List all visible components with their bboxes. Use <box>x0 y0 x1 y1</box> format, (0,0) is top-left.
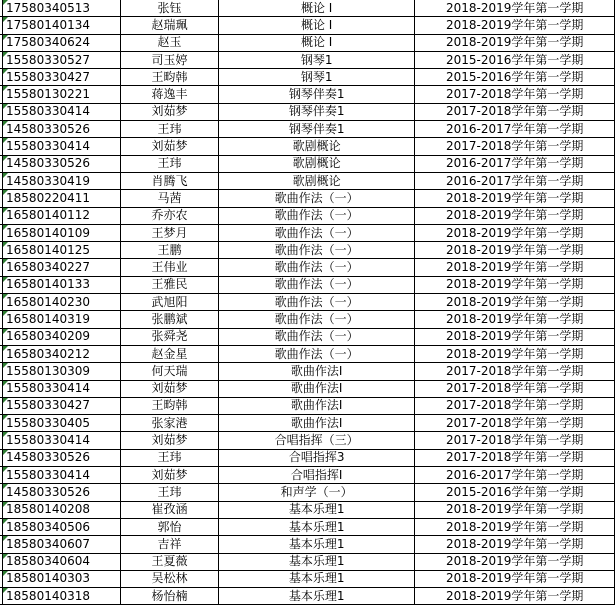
student-id-cell[interactable]: 15580330427 <box>3 69 121 86</box>
student-id-cell[interactable]: 17580140134 <box>3 17 121 34</box>
table-row <box>0 34 615 51</box>
course-name-cell[interactable]: 歌剧概论 <box>218 155 415 172</box>
student-name-cell[interactable]: 杨怡楠 <box>121 588 219 605</box>
student-id-cell[interactable]: 15580330414 <box>3 432 121 449</box>
course-name-cell[interactable]: 基本乐理1 <box>218 588 415 605</box>
student-id-cell[interactable]: 16580140112 <box>3 207 121 224</box>
term-cell[interactable]: 2016-2017学年第一学期 <box>415 172 615 189</box>
student-name-cell[interactable]: 刘茹梦 <box>121 103 219 120</box>
student-name-cell[interactable]: 崔孜涵 <box>121 501 219 518</box>
term-cell[interactable]: 2018-2019学年第一学期 <box>415 190 615 207</box>
course-name-cell[interactable]: 歌曲作法（一） <box>218 345 415 362</box>
term-cell[interactable]: 2018-2019学年第一学期 <box>415 276 615 293</box>
student-name-cell[interactable]: 张舜尧 <box>121 328 219 345</box>
table-row <box>0 207 615 224</box>
term-cell[interactable]: 2018-2019学年第一学期 <box>415 34 615 51</box>
term-cell[interactable]: 2018-2019学年第一学期 <box>415 553 615 570</box>
term-cell[interactable]: 2017-2018学年第一学期 <box>415 432 615 449</box>
student-id-cell[interactable]: 16580340209 <box>3 328 121 345</box>
student-name-cell[interactable]: 马茜 <box>121 190 219 207</box>
student-id-cell[interactable]: 17580340513 <box>3 0 121 17</box>
course-name-cell[interactable]: 歌曲作法（一） <box>218 190 415 207</box>
course-name-cell[interactable]: 歌曲作法（一） <box>218 224 415 241</box>
table-row <box>0 121 615 138</box>
student-name-cell[interactable]: 刘茹梦 <box>121 467 219 484</box>
table-row <box>0 138 615 155</box>
student-id-cell[interactable]: 18580340506 <box>3 518 121 535</box>
course-name-cell[interactable]: 歌剧概论 <box>218 138 415 155</box>
student-name-cell[interactable]: 赵金星 <box>121 345 219 362</box>
table-row <box>0 484 615 501</box>
student-id-cell[interactable]: 15580130309 <box>3 363 121 380</box>
course-name-cell[interactable]: 钢琴伴奏1 <box>218 86 415 103</box>
student-name-cell[interactable]: 张家港 <box>121 415 219 432</box>
term-cell[interactable]: 2018-2019学年第一学期 <box>415 588 615 605</box>
table-row <box>0 553 615 570</box>
course-name-cell[interactable]: 基本乐理1 <box>218 536 415 553</box>
student-name-cell[interactable]: 赵玉 <box>121 34 219 51</box>
table-row <box>0 397 615 414</box>
table-row <box>0 432 615 449</box>
term-cell[interactable]: 2015-2016学年第一学期 <box>415 69 615 86</box>
table-row <box>0 345 615 362</box>
table-row <box>0 51 615 68</box>
course-name-cell[interactable]: 歌曲作法（一） <box>218 328 415 345</box>
table-row <box>0 276 615 293</box>
course-name-cell[interactable]: 钢琴1 <box>218 69 415 86</box>
term-cell[interactable]: 2015-2016学年第一学期 <box>415 51 615 68</box>
table-row <box>0 570 615 587</box>
course-name-cell[interactable]: 钢琴1 <box>218 51 415 68</box>
student-id-cell[interactable]: 18580340607 <box>3 536 121 553</box>
student-id-cell[interactable]: 14580330526 <box>3 155 121 172</box>
student-id-cell[interactable]: 14580330526 <box>3 484 121 501</box>
table-row <box>0 155 615 172</box>
term-cell[interactable]: 2017-2018学年第一学期 <box>415 103 615 120</box>
student-id-cell[interactable]: 15580130221 <box>3 86 121 103</box>
student-name-cell[interactable]: 吉祥 <box>121 536 219 553</box>
student-name-cell[interactable]: 王畇韩 <box>121 69 219 86</box>
table-row <box>0 536 615 553</box>
student-id-cell[interactable]: 18580220411 <box>3 190 121 207</box>
term-cell[interactable]: 2017-2018学年第一学期 <box>415 86 615 103</box>
course-name-cell[interactable]: 歌曲作法（一） <box>218 276 415 293</box>
student-name-cell[interactable]: 王畇韩 <box>121 397 219 414</box>
table-row <box>0 103 615 120</box>
term-cell[interactable]: 2018-2019学年第一学期 <box>415 311 615 328</box>
student-name-cell[interactable]: 赵瑞珮 <box>121 17 219 34</box>
student-name-cell[interactable]: 王玮 <box>121 449 219 466</box>
term-cell[interactable]: 2018-2019学年第一学期 <box>415 328 615 345</box>
term-cell[interactable]: 2017-2018学年第一学期 <box>415 397 615 414</box>
term-cell[interactable]: 2018-2019学年第一学期 <box>415 501 615 518</box>
table-row <box>0 17 615 34</box>
student-name-cell[interactable]: 王梦月 <box>121 224 219 241</box>
term-cell[interactable]: 2018-2019学年第一学期 <box>415 0 615 17</box>
student-id-cell[interactable]: 16580140125 <box>3 242 121 259</box>
student-name-cell[interactable]: 王玮 <box>121 155 219 172</box>
student-id-cell[interactable]: 17580340624 <box>3 34 121 51</box>
term-cell[interactable]: 2016-2017学年第一学期 <box>415 467 615 484</box>
student-id-cell[interactable]: 15580330414 <box>3 467 121 484</box>
student-name-cell[interactable]: 肖腾飞 <box>121 172 219 189</box>
table-row <box>0 311 615 328</box>
term-cell[interactable]: 2018-2019学年第一学期 <box>415 570 615 587</box>
student-name-cell[interactable]: 王夏薇 <box>121 553 219 570</box>
student-name-cell[interactable]: 张钰 <box>121 0 219 17</box>
course-name-cell[interactable]: 歌曲作法I <box>218 397 415 414</box>
course-name-cell[interactable]: 歌曲作法（一） <box>218 311 415 328</box>
course-name-cell[interactable]: 概论 I <box>218 17 415 34</box>
term-cell[interactable]: 2018-2019学年第一学期 <box>415 345 615 362</box>
table-row <box>0 363 615 380</box>
student-name-cell[interactable]: 王伟业 <box>121 259 219 276</box>
student-id-cell[interactable]: 16580140133 <box>3 276 121 293</box>
table-row <box>0 501 615 518</box>
table-row <box>0 172 615 189</box>
student-name-cell[interactable]: 吴松林 <box>121 570 219 587</box>
term-cell[interactable]: 2018-2019学年第一学期 <box>415 518 615 535</box>
course-name-cell[interactable]: 钢琴伴奏1 <box>218 121 415 138</box>
student-id-cell[interactable]: 15580330414 <box>3 103 121 120</box>
student-name-cell[interactable]: 司玉婷 <box>121 51 219 68</box>
student-id-cell[interactable]: 16580140109 <box>3 224 121 241</box>
term-cell[interactable]: 2018-2019学年第一学期 <box>415 536 615 553</box>
table-row <box>0 224 615 241</box>
student-name-cell[interactable]: 乔亦农 <box>121 207 219 224</box>
table-row <box>0 449 615 466</box>
term-cell[interactable]: 2018-2019学年第一学期 <box>415 17 615 34</box>
term-cell[interactable]: 2017-2018学年第一学期 <box>415 415 615 432</box>
term-cell[interactable]: 2018-2019学年第一学期 <box>415 207 615 224</box>
course-name-cell[interactable]: 概论 I <box>218 0 415 17</box>
course-name-cell[interactable]: 钢琴伴奏1 <box>218 103 415 120</box>
student-name-cell[interactable]: 刘茹梦 <box>121 380 219 397</box>
course-name-cell[interactable]: 歌曲作法I <box>218 363 415 380</box>
table-row <box>0 467 615 484</box>
student-name-cell[interactable]: 何天瑞 <box>121 363 219 380</box>
student-name-cell[interactable]: 郭怡 <box>121 518 219 535</box>
student-name-cell[interactable]: 刘茹梦 <box>121 138 219 155</box>
student-name-cell[interactable]: 蒋逸丰 <box>121 86 219 103</box>
term-cell[interactable]: 2018-2019学年第一学期 <box>415 259 615 276</box>
student-id-cell[interactable]: 16580140319 <box>3 311 121 328</box>
table-row <box>0 242 615 259</box>
term-cell[interactable]: 2018-2019学年第一学期 <box>415 224 615 241</box>
course-name-cell[interactable]: 歌曲作法（一） <box>218 207 415 224</box>
student-name-cell[interactable]: 王鹏 <box>121 242 219 259</box>
student-id-cell[interactable]: 14580330526 <box>3 449 121 466</box>
table-row <box>0 518 615 535</box>
student-id-cell[interactable]: 16580340212 <box>3 345 121 362</box>
course-name-cell[interactable]: 合唱指挥3 <box>218 449 415 466</box>
course-name-cell[interactable]: 基本乐理1 <box>218 570 415 587</box>
student-id-cell[interactable]: 15580330405 <box>3 415 121 432</box>
course-name-cell[interactable]: 合唱指挥I <box>218 467 415 484</box>
student-id-cell[interactable]: 14580330526 <box>3 121 121 138</box>
term-cell[interactable]: 2017-2018学年第一学期 <box>415 363 615 380</box>
student-name-cell[interactable]: 王玮 <box>121 484 219 501</box>
table-row <box>0 415 615 432</box>
course-name-cell[interactable]: 歌曲作法（一） <box>218 294 415 311</box>
course-name-cell[interactable]: 基本乐理1 <box>218 553 415 570</box>
course-name-cell[interactable]: 合唱指挥（三） <box>218 432 415 449</box>
term-cell[interactable]: 2015-2016学年第一学期 <box>415 484 615 501</box>
course-name-cell[interactable]: 歌曲作法（一） <box>218 259 415 276</box>
course-name-cell[interactable]: 歌曲作法I <box>218 380 415 397</box>
table-row <box>0 0 615 17</box>
student-id-cell[interactable]: 18580140318 <box>3 588 121 605</box>
student-id-cell[interactable]: 16580140230 <box>3 294 121 311</box>
course-name-cell[interactable]: 歌曲作法（一） <box>218 242 415 259</box>
student-id-cell[interactable]: 18580140208 <box>3 501 121 518</box>
term-cell[interactable]: 2016-2017学年第一学期 <box>415 121 615 138</box>
term-cell[interactable]: 2017-2018学年第一学期 <box>415 138 615 155</box>
table-row <box>0 294 615 311</box>
course-name-cell[interactable]: 歌剧概论 <box>218 172 415 189</box>
student-id-cell[interactable]: 15580330427 <box>3 397 121 414</box>
term-cell[interactable]: 2017-2018学年第一学期 <box>415 449 615 466</box>
table-row <box>0 588 615 605</box>
student-id-cell[interactable]: 15580330414 <box>3 138 121 155</box>
term-cell[interactable]: 2018-2019学年第一学期 <box>415 242 615 259</box>
student-name-cell[interactable]: 王玮 <box>121 121 219 138</box>
table-row <box>0 190 615 207</box>
table-row <box>0 380 615 397</box>
table-row <box>0 259 615 276</box>
course-name-cell[interactable]: 基本乐理1 <box>218 501 415 518</box>
table-row <box>0 86 615 103</box>
term-cell[interactable]: 2018-2019学年第一学期 <box>415 294 615 311</box>
student-name-cell[interactable]: 刘茹梦 <box>121 432 219 449</box>
student-name-cell[interactable]: 王雅民 <box>121 276 219 293</box>
student-id-cell[interactable]: 15580330527 <box>3 51 121 68</box>
student-id-cell[interactable]: 18580140303 <box>3 570 121 587</box>
student-id-cell[interactable]: 15580330414 <box>3 380 121 397</box>
course-name-cell[interactable]: 和声学（一） <box>218 484 415 501</box>
student-id-cell[interactable]: 16580340227 <box>3 259 121 276</box>
student-name-cell[interactable]: 张鹏斌 <box>121 311 219 328</box>
table-row <box>0 69 615 86</box>
student-name-cell[interactable]: 武旭阳 <box>121 294 219 311</box>
student-id-cell[interactable]: 18580340604 <box>3 553 121 570</box>
course-name-cell[interactable]: 歌曲作法I <box>218 415 415 432</box>
student-id-cell[interactable]: 14580330419 <box>3 172 121 189</box>
course-name-cell[interactable]: 概论 I <box>218 34 415 51</box>
course-name-cell[interactable]: 基本乐理1 <box>218 518 415 535</box>
term-cell[interactable]: 2016-2017学年第一学期 <box>415 155 615 172</box>
term-cell[interactable]: 2017-2018学年第一学期 <box>415 380 615 397</box>
table-row <box>0 328 615 345</box>
